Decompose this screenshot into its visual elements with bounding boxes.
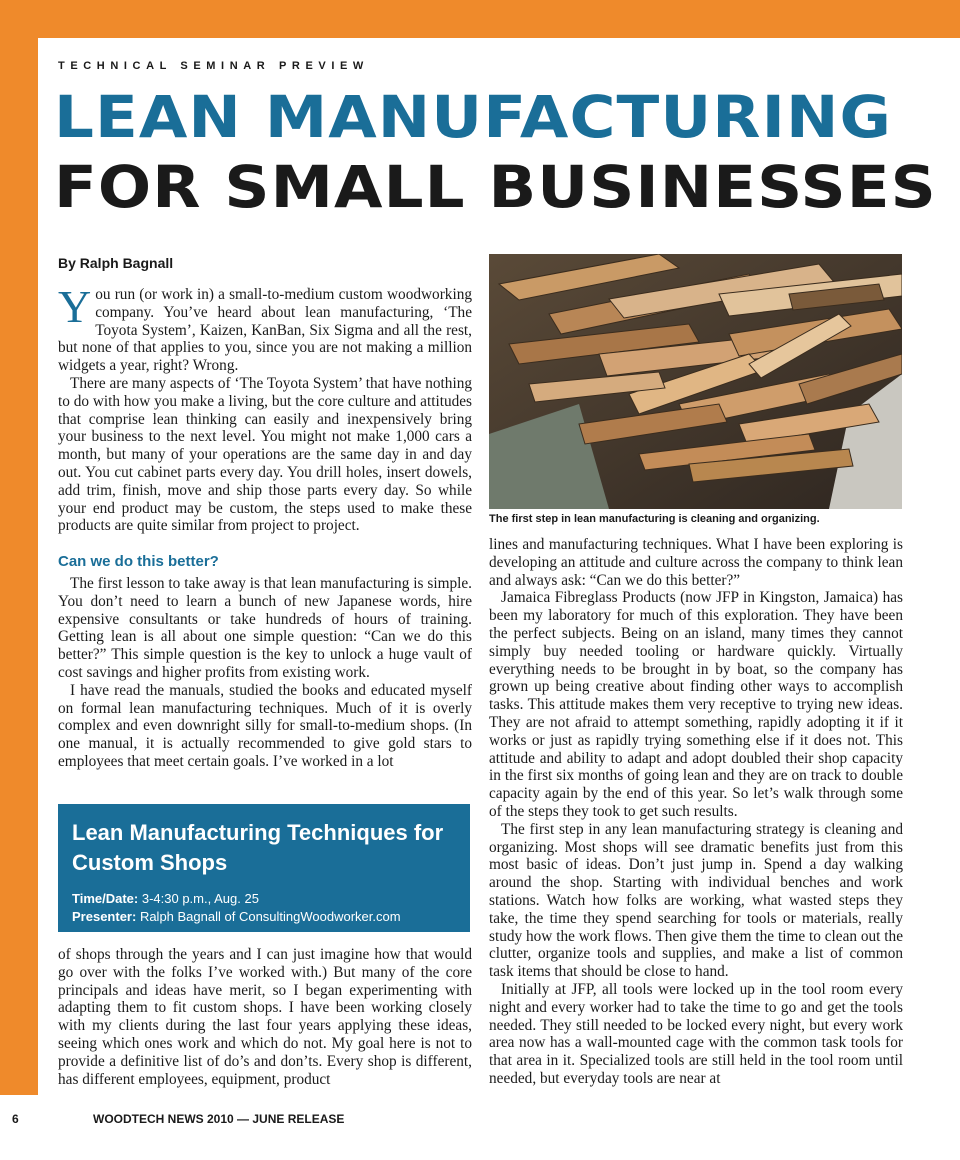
headline-line-2: FOR SMALL BUSINESSES [54, 153, 937, 221]
article-column-left-top [58, 281, 472, 771]
paragraph: Jamaica Fibreglass Products (now JFP in Kingston, Jamaica) has been my laboratory for much of this exploration. They have been the perfect subjects. Being on an island, many times they cannot simply buy needed tooling or hardware quickly. Virtually everything needs to be brought in by boat, so the company has grown up being creative about finding other ways to accomplish tasks. This attitude makes them very receptive to trying new ideas. They are not afraid to attempt something, rapidly adopting it if it works or just as rapidly trying something else if it does not. This attitude and ability to adapt and adopt doubled their shop capacity in the first six months of going lean and they are on track to double capacity again by the end of this year. So let’s walk through some of the steps they took to get such results. [489, 589, 903, 820]
seminar-info-box [58, 804, 470, 932]
paragraph: lines and manufacturing techniques. What I have been exploring is developing an attitude and culture across the company to think lean and always ask: “Can we do this better?” [489, 536, 903, 589]
section-kicker: TECHNICAL SEMINAR PREVIEW [58, 60, 369, 72]
paragraph: I have read the manuals, studied the books and educated myself on formal lean manufacturing techniques. Much of it is overly complex and even downright silly for small-to-medium shops. (In one manual, it is actually recommended to give gold stars to employees that meet certain goals. I’ve worked in a lot [58, 681, 472, 770]
paragraph: The first step in any lean manufacturing strategy is cleaning and organizing. Most shops will see dramatic benefits just from this most basic of ideas. Don’t just jump in. Spend a day walking around the shop. Starting with individual benches and work stations. Watch how folks are working, what wasted steps they take, the time they spend searching for tools or materials, really study how the work flows. Then give them the time to clean out the clutter, organize tools and supplies, and make a list of common task items that should be close to hand. [489, 820, 903, 981]
paragraph: There are many aspects of ‘The Toyota System’ that have nothing to do with how you make a living, but the core culture and attitudes that comprise lean thinking can easily and inexpensively bring your business to the next level. You might not make 1,000 cars a month, but many of your operations are the same day in and day out. You cut cabinet parts every day. You drill holes, insert dowels, add trim, finish, move and ship those parts every day. So while your end product may be custom, the steps used to make these products are quite similar from project to project. [58, 374, 472, 535]
section-subhead: Can we do this better? [58, 553, 219, 571]
article-column-right [489, 536, 903, 1088]
article-column-left-bottom [58, 946, 472, 1088]
byline: By Ralph Bagnall [58, 255, 174, 271]
seminar-presenter: Presenter: Ralph Bagnall of ConsultingWoodworker.com [72, 909, 401, 924]
drop-cap: Y [58, 281, 92, 332]
left-accent-bar [0, 0, 38, 1095]
top-accent-bar [0, 0, 960, 38]
seminar-time: Time/Date: 3-4:30 p.m., Aug. 25 [72, 891, 259, 906]
headline-line-1: LEAN MANUFACTURING [54, 83, 892, 151]
page-number: 6 [12, 1112, 19, 1126]
paragraph: You run (or work in) a small-to-medium custom woodworking company. You’ve heard about lean manufacturing, ‘The Toyota System’, Kaizen, KanBan, Six Sigma and all the rest, but none of that applies to you, since you are not making a million widgets a year, right? Wrong. [58, 281, 472, 375]
seminar-title: Lean Manufacturing Techniques for Custom Shops [72, 820, 444, 875]
publication-footer: WOODTECH NEWS 2010 — JUNE RELEASE [93, 1112, 345, 1126]
paragraph: Initially at JFP, all tools were locked up in the tool room every night and every worker had to take the time to go and get the tools needed. They still needed to be locked every night, but every work area now has a wall-mounted cage with the common task tools for that area in it. Specialized tools are still held in the tool room until needed, but everyday tools are near at [489, 980, 903, 1087]
photo-caption: The first step in lean manufacturing is cleaning and organizing. [489, 513, 820, 525]
paragraph: of shops through the years and I can just imagine how that would go over with the folks I’ve worked with.) But many of the core principals and ideas have merit, so I began experimenting with adapting them to fit custom shops. I have been working closely with my clients during the last four years applying these ideas, seeing which ones work and which do not. My goal here is not to provide a definitive list of do’s and don’ts. Every shop is different, has different employees, equipment, product [58, 946, 472, 1088]
lumber-pile-photo [489, 254, 902, 509]
paragraph: The first lesson to take away is that lean manufacturing is simple. You don’t need to learn a bunch of new Japanese words, hire expensive consultants or take hundreds of hours of training. Getting lean is all about one simple question: “Can we do this better?” This simple question is the key to unlock a huge vault of cost savings and higher profits from existing work. [58, 574, 472, 681]
